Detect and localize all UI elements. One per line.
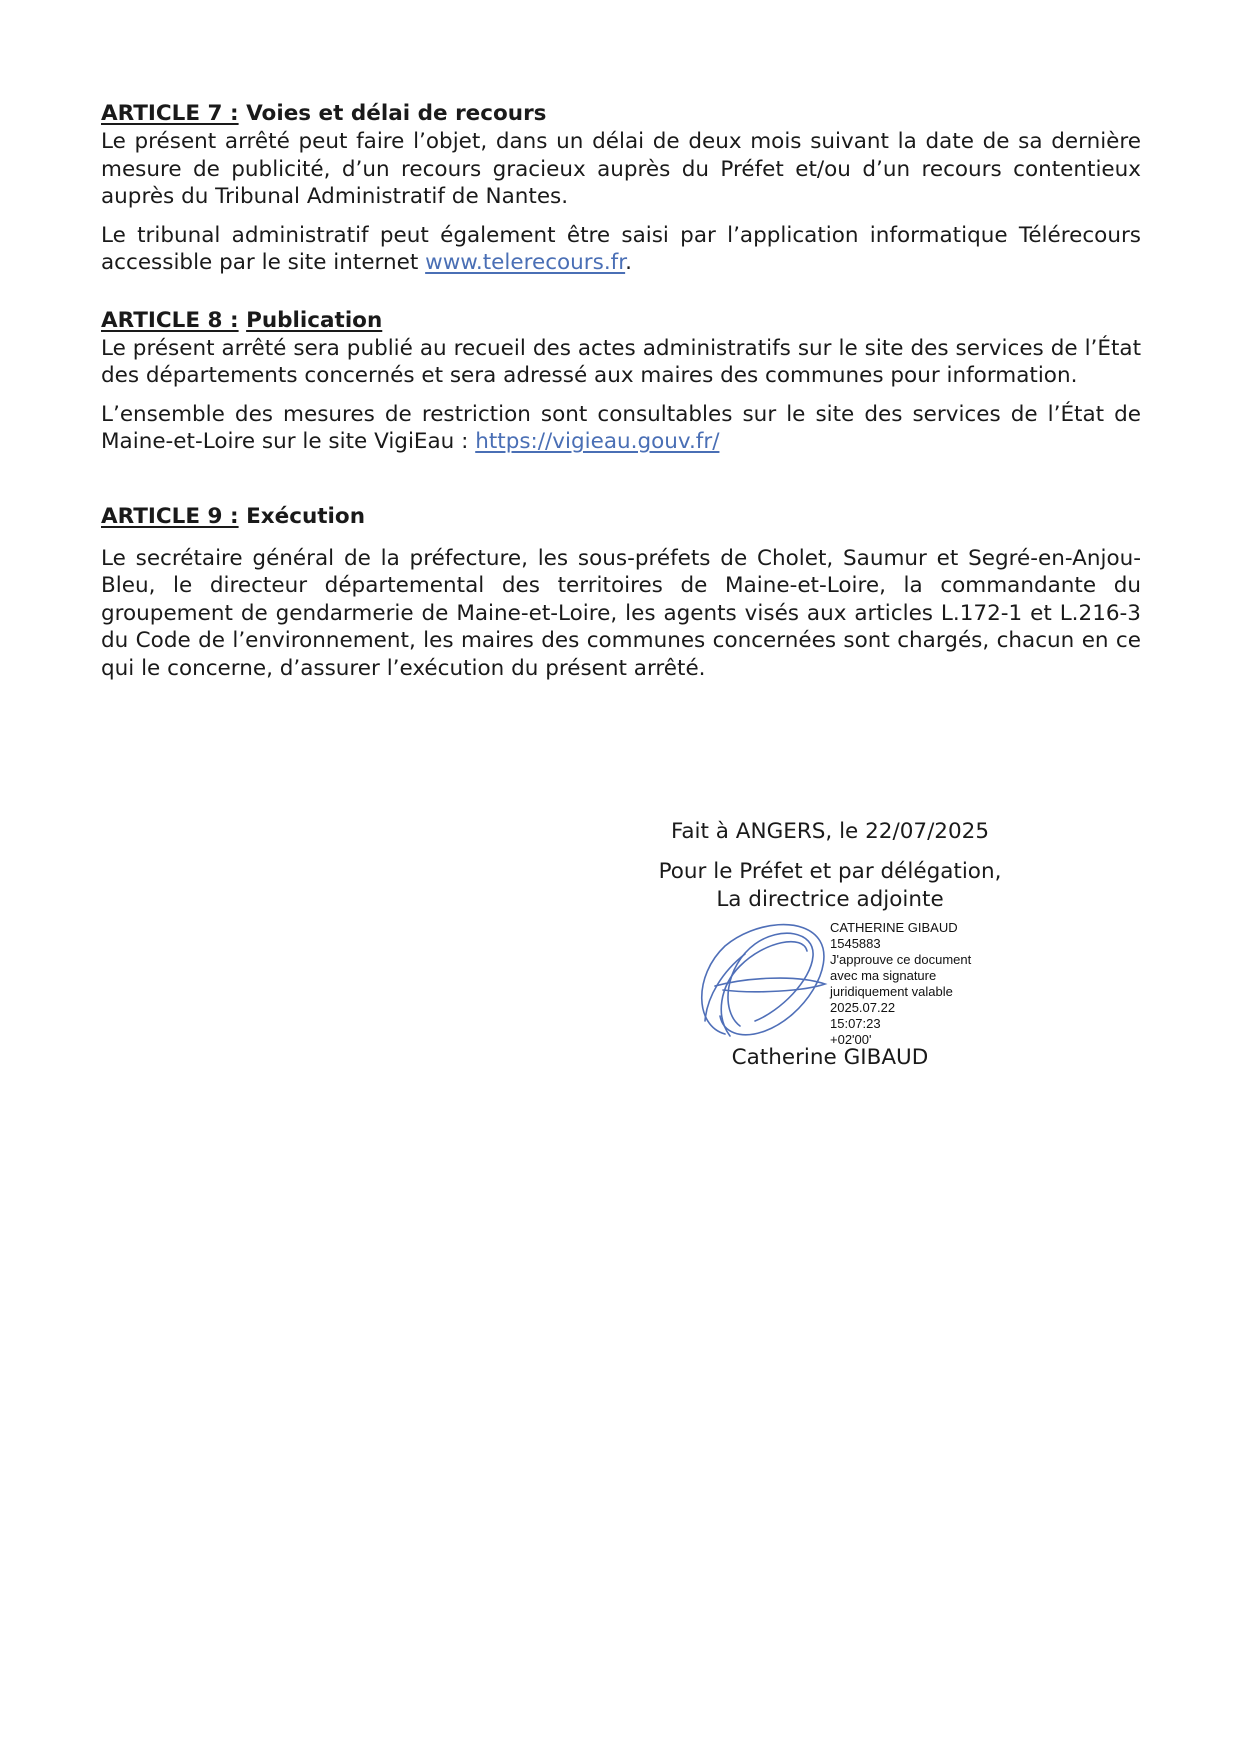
signature-certificate [830,920,971,1048]
delegation-line: Pour le Préfet et par délégation, [658,859,1002,884]
certificate-line-2: avec ma signature [830,968,937,983]
handwritten-signature-image [685,916,845,1046]
place-date: Fait à ANGERS, le 22/07/2025 [670,819,990,844]
vigieau-link[interactable]: https://vigieau.gouv.fr/ [475,429,720,454]
signatory-role: La directrice adjointe [716,887,944,912]
article-7-paragraph-2-text: Le tribunal administratif peut également être saisi par l’application informatique Télérecours accessible par le site internet [101,222,1141,275]
article-7-label: ARTICLE 7 : [101,101,239,126]
article-7-paragraph-2-end: . [625,250,632,275]
article-9 [101,503,1141,683]
article-7-paragraph-1: Le présent arrêté peut faire l’objet, dans un délai de deux mois suivant la date de sa dernière mesure de publicité, d’un recours gracieux auprès du Préfet et/ou d’un recours contentieux auprès du Tribunal Administratif de Nantes. [101,129,1141,209]
article-7-title: Voies et délai de recours [246,101,547,126]
digital-signature-stamp [620,916,1040,1046]
signatory-name: Catherine GIBAUD [731,1045,929,1070]
document-body [101,100,1141,682]
article-7 [101,100,1141,277]
article-9-paragraph-1: Le secrétaire général de la préfecture, les sous-préfets de Cholet, Saumur et Segré-en-Anjou-Bleu, le directeur départemental des territoires de Maine-et-Loire, la commandante du groupement de gendarmerie de Maine-et-Loire, les agents visés aux articles L.172-1 et L.216-3 du Code de l’environnement, les maires des communes concernées sont chargés, chacun en ce qui le concerne, d’assurer l’exécution du présent arrêté. [101,545,1141,681]
article-9-title: Exécution [246,503,366,529]
telerecours-link[interactable]: www.telerecours.fr [425,250,626,275]
article-8 [101,307,1141,456]
certificate-timezone: +02'00' [830,1032,872,1047]
article-9-label: ARTICLE 9 : [101,503,239,529]
article-9-heading [101,503,1141,531]
article-8-paragraph-2 [101,401,1141,456]
article-7-paragraph-2 [101,222,1141,277]
article-8-title: Publication [246,307,383,333]
certificate-line-1: J'approuve ce document [830,952,972,967]
certificate-id: 1545883 [830,936,881,951]
article-8-label: ARTICLE 8 : [101,307,239,333]
certificate-line-3: juridiquement valable [830,984,953,999]
article-8-paragraph-2-text: L’ensemble des mesures de restriction sont consultables sur le site des services de l’État de Maine-et-Loire sur le site VigiEau : [101,401,1141,454]
certificate-time: 15:07:23 [830,1016,881,1031]
article-7-heading [101,100,1141,128]
certificate-name: CATHERINE GIBAUD [830,920,958,935]
article-8-heading [101,307,1141,335]
signature-block [620,818,1040,1072]
certificate-date: 2025.07.22 [830,1000,896,1015]
article-8-paragraph-1: Le présent arrêté sera publié au recueil des actes administratifs sur le site des services de l’État des départements concernés et sera adressé aux maires des communes pour information. [101,335,1141,388]
